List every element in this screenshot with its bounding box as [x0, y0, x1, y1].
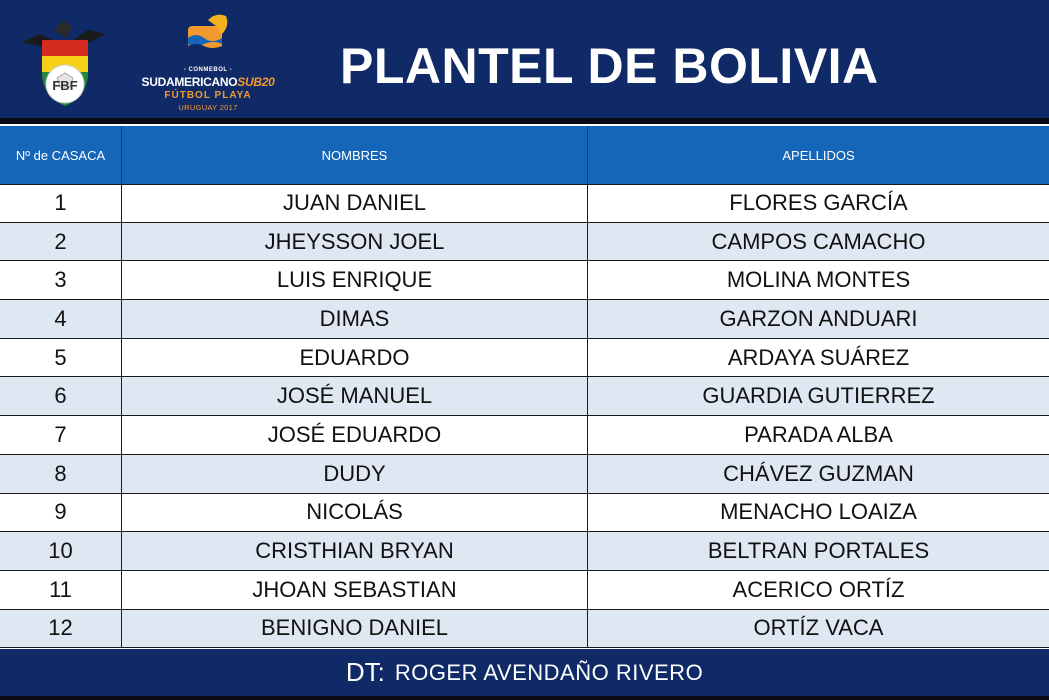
roster-table-header [0, 126, 1049, 184]
event-discipline: FÚTBOL PLAYA [164, 90, 252, 101]
player-names: DIMAS [122, 300, 588, 338]
jersey-number: 8 [0, 455, 122, 493]
player-surnames: CAMPOS CAMACHO [711, 228, 926, 254]
column-header-surnames: APELLIDOS [782, 147, 855, 163]
player-surnames: ACERICO ORTÍZ [732, 576, 905, 602]
jersey-number: 10 [0, 532, 122, 570]
player-surnames: MENACHO LOAIZA [720, 499, 917, 525]
player-names: EDUARDO [122, 339, 588, 377]
player-surnames: ORTÍZ VACA [753, 615, 884, 641]
table-row [0, 455, 1049, 494]
jersey-number: 4 [0, 300, 122, 338]
beach-wave-icon [186, 12, 230, 67]
jersey-number: 2 [0, 223, 122, 261]
table-row [0, 223, 1049, 262]
jersey-number: 9 [0, 494, 122, 532]
player-names: JUAN DANIEL [122, 185, 588, 222]
table-row [0, 184, 1049, 223]
fbf-crest-icon [18, 12, 110, 112]
page-header [0, 0, 1049, 124]
column-header-number: Nº de CASACA [0, 126, 122, 184]
page-title: PLANTEL DE BOLIVIA [340, 38, 879, 94]
player-names: DUDY [122, 455, 588, 493]
column-header-names: NOMBRES [122, 126, 588, 184]
player-surnames: GUARDIA GUTIERREZ [702, 383, 935, 409]
event-logo [128, 12, 288, 112]
player-names: NICOLÁS [122, 494, 588, 532]
jersey-number: 7 [0, 416, 122, 454]
coach-footer [0, 649, 1049, 700]
player-surnames: PARADA ALBA [744, 421, 893, 447]
player-names: JHOAN SEBASTIAN [122, 571, 588, 609]
table-row [0, 377, 1049, 416]
table-row [0, 610, 1049, 649]
roster-table-body [0, 184, 1049, 648]
table-row [0, 261, 1049, 300]
jersey-number: 12 [0, 610, 122, 648]
player-surnames: BELTRAN PORTALES [707, 538, 930, 564]
player-surnames: GARZON ANDUARI [719, 305, 918, 331]
coach-label: DT: [345, 657, 385, 687]
jersey-number: 3 [0, 261, 122, 299]
player-surnames: MOLINA MONTES [726, 267, 911, 293]
event-conmebol-text: - CONMEBOL - [183, 67, 233, 73]
table-row [0, 532, 1049, 571]
table-row [0, 300, 1049, 339]
event-location: URUGUAY 2017 [178, 103, 238, 112]
jersey-number: 11 [0, 571, 122, 609]
player-names: BENIGNO DANIEL [122, 610, 588, 648]
player-names: JOSÉ EDUARDO [122, 416, 588, 454]
jersey-number: 1 [0, 185, 122, 222]
player-surnames: FLORES GARCÍA [729, 190, 908, 216]
coach-name: ROGER AVENDAÑO RIVERO [394, 659, 704, 685]
event-name: SUDAMERICANOSUB20 [141, 75, 275, 89]
jersey-number: 5 [0, 339, 122, 377]
player-surnames: CHÁVEZ GUZMAN [723, 460, 914, 486]
player-names: JHEYSSON JOEL [122, 223, 588, 261]
table-row [0, 339, 1049, 378]
table-row [0, 571, 1049, 610]
player-names: JOSÉ MANUEL [122, 377, 588, 415]
player-names: CRISTHIAN BRYAN [122, 532, 588, 570]
svg-text:FBF: FBF [52, 78, 78, 93]
table-row [0, 416, 1049, 455]
player-names: LUIS ENRIQUE [122, 261, 588, 299]
jersey-number: 6 [0, 377, 122, 415]
table-row [0, 494, 1049, 533]
player-surnames: ARDAYA SUÁREZ [727, 344, 910, 370]
